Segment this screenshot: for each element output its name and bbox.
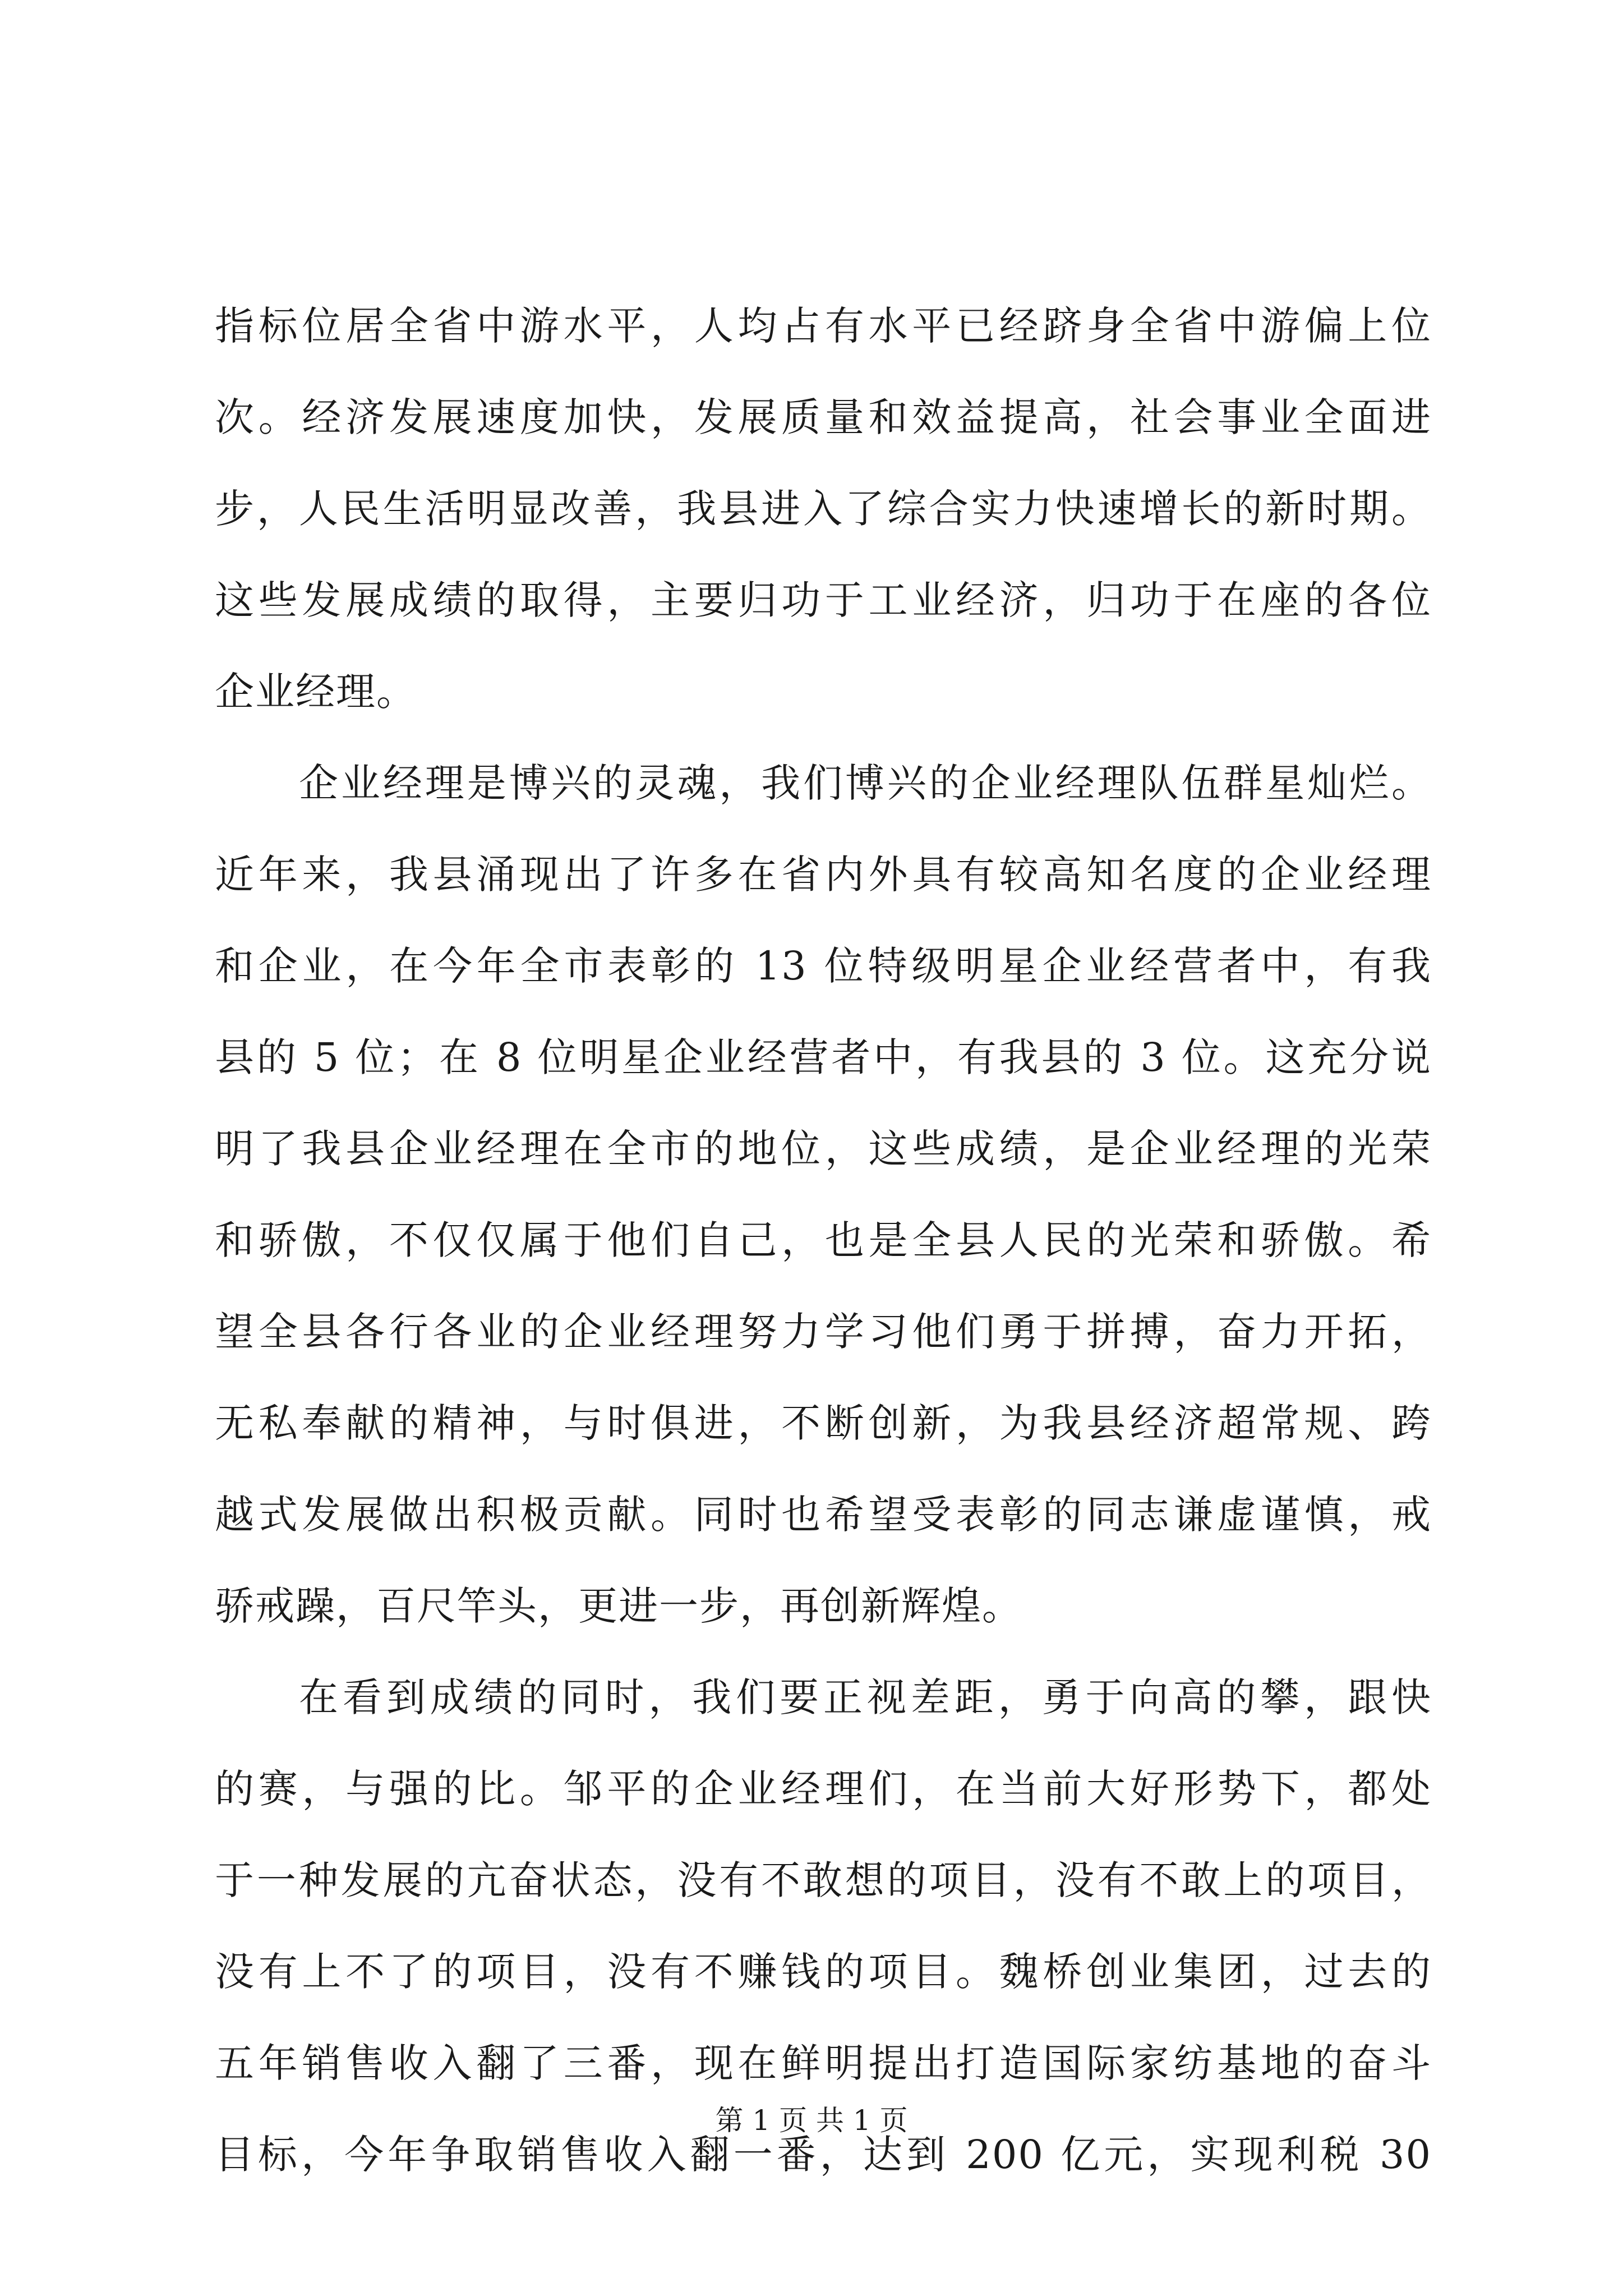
text-line: 目标，今年争取销售收入翻一番，达到 200 亿元，实现利税 30	[215, 2132, 1432, 2178]
text-line: 企业经理。	[215, 669, 417, 715]
body-text	[215, 280, 1432, 2201]
text-line: 骄戒躁，百尺竿头，更进一步，再创新辉煌。	[215, 1583, 1022, 1629]
text-line: 和企业，在今年全市表彰的 13 位特级明星企业经营者中，有我	[215, 943, 1432, 989]
text-line: 指标位居全省中游水平，人均占有水平已经跻身全省中游偏上位	[215, 303, 1432, 349]
text-line: 明了我县企业经理在全市的地位，这些成绩，是企业经理的光荣	[215, 1126, 1432, 1172]
text-line: 近年来，我县涌现出了许多在省内外具有较高知名度的企业经理	[215, 852, 1432, 898]
text-line: 于一种发展的亢奋状态，没有不敢想的项目，没有不敢上的项目，	[215, 1857, 1432, 1903]
text-line: 无私奉献的精神，与时俱进，不断创新，为我县经济超常规、跨	[215, 1400, 1432, 1446]
text-line: 企业经理是博兴的灵魂，我们博兴的企业经理队伍群星灿烂。	[299, 760, 1432, 806]
page-footer: 第 1 页 共 1 页	[715, 2104, 908, 2137]
text-line: 步，人民生活明显改善，我县进入了综合实力快速增长的新时期。	[215, 486, 1432, 532]
text-line: 的赛，与强的比。邹平的企业经理们，在当前大好形势下，都处	[215, 1766, 1432, 1812]
text-line: 没有上不了的项目，没有不赚钱的项目。魏桥创业集团，过去的	[215, 1949, 1432, 1995]
text-line: 这些发展成绩的取得，主要归功于工业经济，归功于在座的各位	[215, 577, 1432, 623]
text-line: 县的 5 位；在 8 位明星企业经营者中，有我县的 3 位。这充分说	[215, 1034, 1432, 1080]
text-line: 在看到成绩的同时，我们要正视差距，勇于向高的攀，跟快	[299, 1674, 1432, 1720]
text-line: 望全县各行各业的企业经理努力学习他们勇于拼搏，奋力开拓，	[215, 1309, 1432, 1355]
text-line: 和骄傲，不仅仅属于他们自己，也是全县人民的光荣和骄傲。希	[215, 1217, 1432, 1263]
text-line: 越式发展做出积极贡献。同时也希望受表彰的同志谦虚谨慎，戒	[215, 1492, 1432, 1538]
text-line: 五年销售收入翻了三番，现在鲜明提出打造国际家纺基地的奋斗	[215, 2040, 1432, 2086]
text-line: 次。经济发展速度加快，发展质量和效益提高，社会事业全面进	[215, 394, 1432, 440]
